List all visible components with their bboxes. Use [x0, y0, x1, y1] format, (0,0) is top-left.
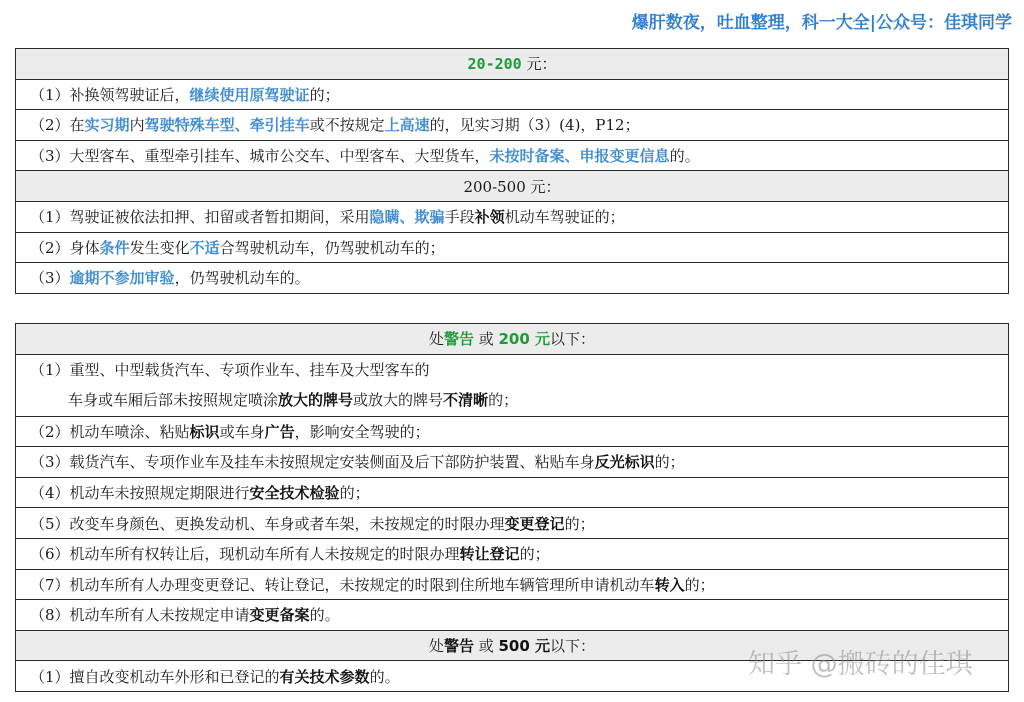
table-row [16, 110, 1009, 141]
table-row [16, 600, 1009, 631]
text-segment: （3） [30, 269, 70, 288]
text-segment: 逾期不参加审验 [69, 269, 175, 288]
text-segment: 转让登记 [459, 545, 520, 564]
text-segment: 反光标识 [594, 453, 655, 472]
text-segment: 不适 [189, 238, 220, 257]
text-segment: 上高速 [384, 116, 430, 135]
text-segment: 的； [684, 575, 715, 594]
text-segment: （2）机动车喷涂、粘贴 [30, 422, 190, 441]
text-segment: 机动车驾驶证的； [504, 208, 625, 227]
text-segment: （3）大型客车、重型牵引挂车、城市公交车、中型客车、大型货车， [30, 147, 490, 166]
table-row [16, 508, 1009, 539]
row-line [30, 361, 430, 379]
text-segment: 的，见实习期（3）(4)，P12； [429, 116, 640, 135]
row-line [30, 453, 685, 471]
text-segment: 合驾驶机动车，仍驾驶机动车的； [219, 238, 445, 257]
text-segment: （7）机动车所有人办理变更登记、转让登记，未按规定的时限到住所地车辆管理所申请机动车 [30, 575, 655, 594]
text-segment: （3）载货汽车、专项作业车及挂车未按照规定安装侧面及后下部防护装置、粘贴车身 [30, 453, 595, 472]
text-segment: 以下： [550, 330, 596, 349]
table-row [16, 538, 1009, 569]
row-line [30, 484, 370, 502]
fine-range: 200-500 [463, 177, 526, 196]
text-segment: 的； [654, 453, 685, 472]
fine-table-vehicle [15, 323, 1009, 692]
text-segment: 警告 [443, 330, 474, 349]
text-segment: 内 [129, 116, 145, 135]
fine-unit: 元： [525, 177, 561, 196]
text-segment: 未按时备案、申报变更信息 [489, 147, 670, 166]
text-segment: 转入 [654, 575, 685, 594]
table-row [16, 140, 1009, 171]
text-segment: 驾驶特殊车型、牵引挂车 [144, 116, 310, 135]
table-row [16, 477, 1009, 508]
text-segment: 警告 [443, 637, 474, 656]
text-segment: 的。 [309, 606, 340, 625]
text-segment: 的； [519, 545, 550, 564]
table-row [16, 416, 1009, 447]
text-segment: （4）机动车未按照规定期限进行 [30, 484, 250, 503]
text-segment: （5）改变车身颜色、更换发动机、车身或者车架，未按规定的时限办理 [30, 514, 505, 533]
text-segment: 或 [473, 637, 499, 656]
text-segment: 或车身 [219, 422, 265, 441]
text-segment: （8）机动车所有人未按规定申请 [30, 606, 250, 625]
text-segment: （1）补换领驾驶证后， [30, 85, 190, 104]
group-heading [16, 49, 1009, 80]
text-segment: 的。 [369, 667, 400, 686]
text-segment: 的； [309, 85, 340, 104]
table-row [16, 79, 1009, 110]
text-segment: 500 元 [498, 637, 551, 656]
row-line [30, 668, 400, 686]
text-segment: 车身或车厢后部未按照规定喷涂 [68, 391, 279, 410]
row-line [30, 545, 550, 563]
text-segment: 处 [428, 330, 444, 349]
text-segment: 补领 [474, 208, 505, 227]
fine-table-license [15, 48, 1009, 294]
text-segment: 处 [428, 637, 444, 656]
text-segment: 条件 [99, 238, 130, 257]
fine-range: 20-200 [467, 55, 522, 74]
text-segment: （1）擅自改变机动车外形和已登记的 [30, 667, 280, 686]
text-segment: 发生变化 [129, 238, 190, 257]
text-segment: 放大的牌号 [278, 391, 354, 410]
text-segment: 或放大的牌号 [353, 391, 444, 410]
text-segment: 安全技术检验 [249, 484, 340, 503]
group-heading [16, 324, 1009, 355]
text-segment: 广告 [264, 422, 295, 441]
text-segment: （2）在 [30, 116, 85, 135]
text-segment: 或 [473, 330, 499, 349]
text-segment: 的； [488, 391, 519, 410]
text-segment: ，仍驾驶机动车的。 [174, 269, 310, 288]
text-segment: 标识 [189, 422, 220, 441]
text-segment: （2）身体 [30, 238, 100, 257]
header-banner: 爆肝数夜，吐血整理，科一大全|公众号：佳琪同学 [631, 13, 1012, 33]
text-segment: 的； [564, 514, 595, 533]
table-row [16, 232, 1009, 263]
row-line [30, 606, 340, 624]
table-row [16, 263, 1009, 294]
text-segment: 隐瞒、欺骗 [369, 208, 445, 227]
table-row [16, 354, 1009, 416]
text-segment: 有关技术参数 [279, 667, 370, 686]
text-segment: 变更登记 [504, 514, 565, 533]
text-segment: 的； [339, 484, 370, 503]
fine-unit: 元： [521, 55, 557, 74]
table-row [16, 447, 1009, 478]
text-segment: 或不按规定 [309, 116, 385, 135]
watermark: 知乎 @搬砖的佳琪 [748, 649, 973, 680]
text-segment: 实习期 [84, 116, 130, 135]
text-segment: 继续使用原驾驶证 [189, 85, 310, 104]
table-row [16, 201, 1009, 232]
row-line [30, 423, 430, 441]
text-segment: （6）机动车所有权转让后，现机动车所有人未按规定的时限办理 [30, 545, 460, 564]
text-segment: 的。 [669, 147, 700, 166]
row-line [30, 576, 715, 594]
table-row [16, 569, 1009, 600]
row-line [30, 385, 518, 415]
text-segment: ，影响安全驾驶的； [294, 422, 430, 441]
text-segment: （1）重型、中型载货汽车、专项作业车、挂车及大型客车的 [30, 361, 430, 380]
text-segment: 200 元 [498, 330, 551, 349]
row-line [30, 515, 595, 533]
text-segment: 不清晰 [443, 391, 489, 410]
text-segment: 手段 [444, 208, 475, 227]
text-segment: 以下： [550, 637, 596, 656]
text-segment: 变更备案 [249, 606, 310, 625]
text-segment: （1）驾驶证被依法扣押、扣留或者暂扣期间，采用 [30, 208, 370, 227]
group-heading [16, 171, 1009, 202]
